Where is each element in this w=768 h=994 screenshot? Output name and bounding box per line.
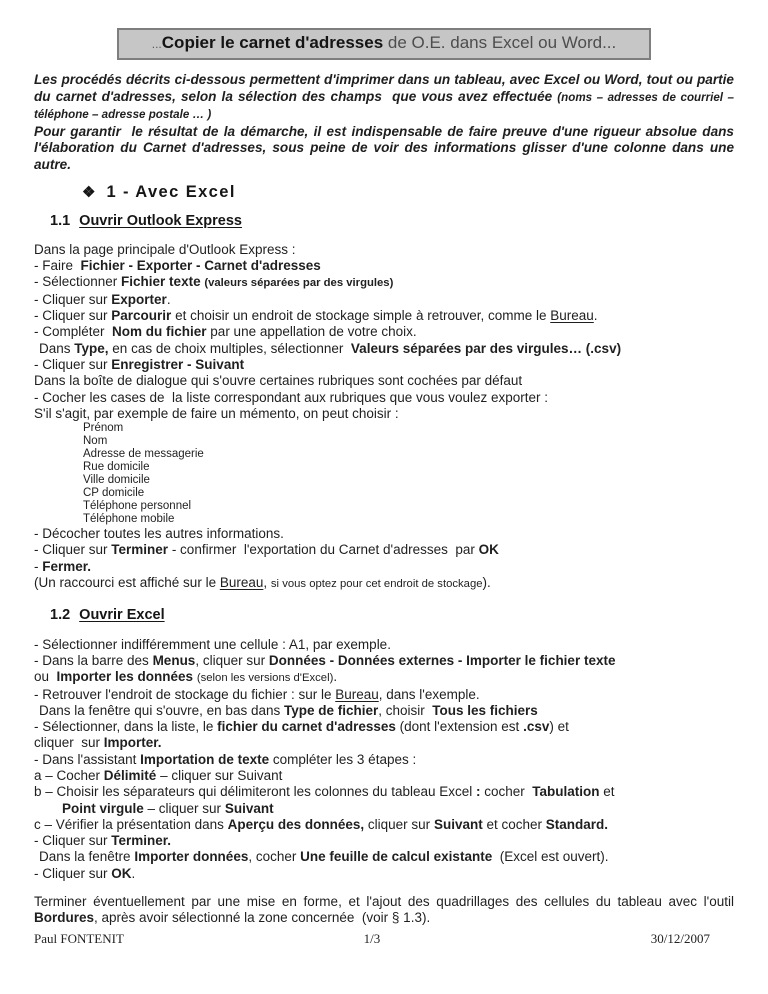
text-segment: S'il s'agit, par exemple de faire un mémento, on peut choisir : bbox=[34, 405, 399, 421]
text-segment: Prénom bbox=[83, 422, 124, 435]
text-segment: Importer les données bbox=[56, 669, 197, 685]
text-segment: cliquer sur bbox=[364, 816, 434, 832]
text-segment: Fichier texte bbox=[121, 274, 205, 290]
text-line bbox=[34, 559, 734, 575]
text-segment: Rue domicile bbox=[83, 461, 150, 474]
text-segment: Téléphone mobile bbox=[83, 513, 175, 526]
footer-page-number: 1/3 bbox=[363, 931, 381, 946]
section-heading bbox=[50, 213, 734, 229]
document-body bbox=[34, 212, 738, 927]
text-segment: et choisir un endroit de stockage simple à retrouver, comme le bbox=[171, 308, 551, 324]
title-bold-text: Copier le carnet d'adresses bbox=[161, 33, 384, 52]
text-segment: Fichier - Exporter - Carnet d'adresses bbox=[80, 258, 321, 274]
text-segment: par une appellation de votre choix. bbox=[206, 324, 417, 340]
paragraph bbox=[34, 72, 738, 124]
text-segment: - Cliquer sur bbox=[34, 833, 112, 849]
text-segment: - Sélectionner indifféremment une cellule : A1, par exemple. bbox=[34, 636, 391, 652]
text-line bbox=[34, 448, 734, 461]
text-line bbox=[34, 526, 734, 542]
text-segment: Aperçu des données, bbox=[227, 816, 365, 832]
text-segment: Nom bbox=[83, 435, 108, 448]
text-line bbox=[34, 435, 734, 448]
text-segment: Importer données bbox=[134, 849, 249, 865]
text-line bbox=[34, 274, 734, 291]
footer-author: Paul FONTENIT bbox=[34, 931, 124, 946]
section-number: 1.2 bbox=[50, 607, 71, 624]
text-line bbox=[34, 373, 734, 389]
text-segment: - bbox=[34, 558, 43, 574]
text-segment: fichier du carnet d'adresses bbox=[217, 719, 396, 735]
text-segment: .csv bbox=[523, 719, 550, 735]
text-segment: . bbox=[166, 291, 171, 307]
text-segment: : bbox=[476, 784, 481, 800]
text-segment: Données - Données externes - Importer le fichier texte bbox=[268, 652, 616, 668]
text-line bbox=[34, 324, 734, 340]
text-segment: - confirmer l'exportation du Carnet d'adresses par bbox=[168, 542, 479, 558]
text-segment: Bureau bbox=[335, 686, 379, 702]
text-segment: (noms – adresses de courriel – téléphone – adresse postale … ) bbox=[34, 90, 738, 122]
text-segment: ). bbox=[482, 575, 491, 591]
text-line bbox=[34, 292, 734, 308]
section-number: 1.1 bbox=[50, 212, 71, 229]
text-segment: , cliquer sur bbox=[195, 652, 269, 668]
text-segment: Tous les fichiers bbox=[432, 702, 538, 718]
text-segment: - Retrouver l'endroit de stockage du fichier : sur le bbox=[34, 686, 336, 702]
text-segment: Ville domicile bbox=[83, 474, 150, 487]
text-segment: - Compléter bbox=[34, 324, 113, 340]
text-segment: Point virgule bbox=[62, 800, 144, 816]
text-segment: (selon les versions d'Excel) bbox=[196, 672, 334, 685]
text-segment: , cocher bbox=[248, 849, 301, 865]
text-segment: Terminer éventuellement par une mise en forme, et l'ajout des quadrillages des cellules du tableau avec l'outil bbox=[34, 894, 738, 910]
text-segment: . bbox=[333, 669, 338, 685]
text-segment: en cas de choix multiples, sélectionner bbox=[108, 340, 351, 356]
text-segment: Pour garantir le résultat de la démarche, il est indispensable de faire preuve d'une rigueur absolue dans l'élaboration du Carnet d'adresses, sous peine de voir des informations glisser d'une colonne dans une autre. bbox=[34, 123, 738, 172]
section-title: Ouvrir Excel bbox=[79, 607, 165, 624]
text-line bbox=[34, 801, 734, 817]
text-line bbox=[34, 817, 734, 833]
section-title: Ouvrir Outlook Express bbox=[79, 212, 242, 229]
text-line bbox=[34, 242, 734, 258]
text-segment: Type, bbox=[74, 340, 109, 356]
text-segment: Dans bbox=[39, 340, 75, 356]
paragraph bbox=[34, 894, 738, 927]
text-segment: , bbox=[263, 575, 271, 591]
text-line bbox=[34, 849, 734, 865]
text-segment: - Dans l'assistant bbox=[34, 751, 141, 767]
text-segment: Menus bbox=[152, 652, 196, 668]
text-segment: . bbox=[131, 865, 136, 881]
text-segment: cliquer sur bbox=[34, 735, 104, 751]
text-segment: et bbox=[599, 784, 615, 800]
text-segment: - Sélectionner bbox=[34, 274, 122, 290]
text-line bbox=[34, 575, 734, 592]
text-segment: OK bbox=[478, 542, 499, 558]
text-line bbox=[34, 637, 734, 653]
text-segment: (Excel est ouvert). bbox=[492, 849, 609, 865]
text-line bbox=[34, 719, 734, 735]
text-segment: Terminer. bbox=[111, 833, 172, 849]
text-line bbox=[34, 653, 734, 669]
text-segment: - Cliquer sur bbox=[34, 865, 112, 881]
text-segment: Adresse de messagerie bbox=[83, 448, 204, 461]
text-segment: , après avoir sélectionné la zone concernée (voir § 1.3). bbox=[94, 910, 431, 926]
text-line bbox=[34, 406, 734, 422]
text-line bbox=[34, 308, 734, 324]
text-segment: Standard. bbox=[545, 816, 608, 832]
text-line bbox=[34, 687, 734, 703]
text-segment: Type de fichier bbox=[283, 702, 379, 718]
text-segment: - Cliquer sur bbox=[34, 356, 112, 372]
text-segment: si vous optez pour cet endroit de stockage bbox=[270, 578, 483, 591]
text-line bbox=[34, 474, 734, 487]
text-segment: ou bbox=[34, 669, 57, 685]
text-segment: - Cocher les cases de la liste correspondant aux rubriques que vous voulez exporter : bbox=[34, 389, 549, 405]
text-line bbox=[34, 833, 734, 849]
text-segment: Suivant bbox=[433, 816, 483, 832]
text-segment: - Cliquer sur bbox=[34, 291, 112, 307]
text-segment: Dans la fenêtre bbox=[39, 849, 135, 865]
section-heading bbox=[50, 607, 734, 623]
text-segment: Bordures bbox=[34, 910, 95, 926]
text-line bbox=[34, 669, 734, 686]
text-segment: Tabulation bbox=[532, 784, 600, 800]
text-line bbox=[34, 461, 734, 474]
text-line bbox=[34, 390, 734, 406]
text-segment: – cliquer sur Suivant bbox=[156, 767, 283, 783]
text-segment: Dans la page principale d'Outlook Express : bbox=[34, 241, 296, 257]
title-leading-dots: ... bbox=[151, 37, 162, 51]
text-line bbox=[34, 487, 734, 500]
text-segment: b – Choisir les séparateurs qui délimiteront les colonnes du tableau Excel bbox=[34, 784, 476, 800]
text-line bbox=[34, 866, 734, 882]
text-segment: cocher bbox=[480, 784, 533, 800]
text-line bbox=[34, 500, 734, 513]
text-segment: Dans la boîte de dialogue qui s'ouvre certaines rubriques sont cochées par défaut bbox=[34, 373, 523, 389]
text-segment: Nom du fichier bbox=[112, 324, 207, 340]
text-segment: , dans l'exemple. bbox=[378, 686, 480, 702]
text-segment: Enregistrer - Suivant bbox=[111, 356, 245, 372]
diamond-bullet-icon: ❖ bbox=[82, 183, 96, 201]
text-segment: , choisir bbox=[378, 702, 433, 718]
intro-paragraphs bbox=[34, 72, 738, 174]
text-segment: Parcourir bbox=[111, 308, 172, 324]
text-segment: et cocher bbox=[482, 816, 546, 832]
text-segment: . bbox=[593, 308, 598, 324]
text-segment: (valeurs séparées par des virgules) bbox=[204, 277, 394, 290]
heading-avec-excel-label: 1 - Avec Excel bbox=[106, 182, 236, 201]
text-segment: a – Cocher bbox=[34, 767, 104, 783]
text-segment: Importer. bbox=[103, 735, 162, 751]
page-footer bbox=[34, 931, 710, 947]
text-line bbox=[34, 258, 734, 274]
heading-avec-excel bbox=[82, 183, 768, 202]
text-line bbox=[34, 735, 734, 751]
title-regular-text: de O.E. dans Excel ou Word... bbox=[383, 33, 617, 52]
text-line bbox=[34, 784, 734, 800]
text-line bbox=[34, 703, 734, 719]
text-segment: - Cliquer sur bbox=[34, 542, 112, 558]
text-segment: - Faire bbox=[34, 258, 81, 274]
text-segment: – cliquer sur bbox=[143, 800, 225, 816]
text-segment: Suivant bbox=[224, 800, 274, 816]
text-line bbox=[34, 752, 734, 768]
text-segment: Bureau bbox=[550, 308, 594, 324]
text-segment: (dont l'extension est bbox=[395, 719, 524, 735]
text-segment: Dans la fenêtre qui s'ouvre, en bas dans bbox=[39, 702, 284, 718]
text-segment: Exporter bbox=[111, 291, 167, 307]
page-title bbox=[117, 28, 651, 60]
text-segment: compléter les 3 étapes : bbox=[269, 751, 417, 767]
paragraph bbox=[34, 123, 738, 174]
text-line bbox=[34, 422, 734, 435]
text-segment: ) et bbox=[549, 719, 569, 735]
text-segment: Fermer. bbox=[42, 558, 92, 574]
text-line bbox=[34, 341, 734, 357]
text-segment: Téléphone personnel bbox=[83, 500, 192, 513]
text-line bbox=[34, 768, 734, 784]
text-segment: - Dans la barre des bbox=[34, 652, 153, 668]
text-segment: Bureau bbox=[219, 575, 264, 591]
text-segment: - Décocher toutes les autres informations. bbox=[34, 526, 284, 542]
text-segment: - Sélectionner, dans la liste, le bbox=[34, 719, 218, 735]
text-line bbox=[34, 357, 734, 373]
text-segment: OK bbox=[111, 865, 132, 881]
text-segment: (Un raccourci est affiché sur le bbox=[34, 575, 220, 591]
text-line bbox=[34, 513, 734, 526]
text-segment: Valeurs séparées par des virgules… (.csv) bbox=[350, 340, 622, 356]
text-segment: - Cliquer sur bbox=[34, 308, 112, 324]
text-segment: c – Vérifier la présentation dans bbox=[34, 816, 228, 832]
text-segment: CP domicile bbox=[83, 487, 145, 500]
text-segment: Les procédés décrits ci-dessous permettent d'imprimer dans un tableau, avec Excel ou Word, tout ou partie du carnet d'adresses, selon la sélection des champs que vous avez effectuée bbox=[34, 72, 738, 104]
text-segment: Importation de texte bbox=[140, 751, 270, 767]
text-segment: Délimité bbox=[103, 767, 157, 783]
text-segment: Terminer bbox=[111, 542, 169, 558]
text-segment: Une feuille de calcul existante bbox=[300, 849, 493, 865]
footer-date: 30/12/2007 bbox=[650, 931, 710, 946]
text-line bbox=[34, 542, 734, 558]
